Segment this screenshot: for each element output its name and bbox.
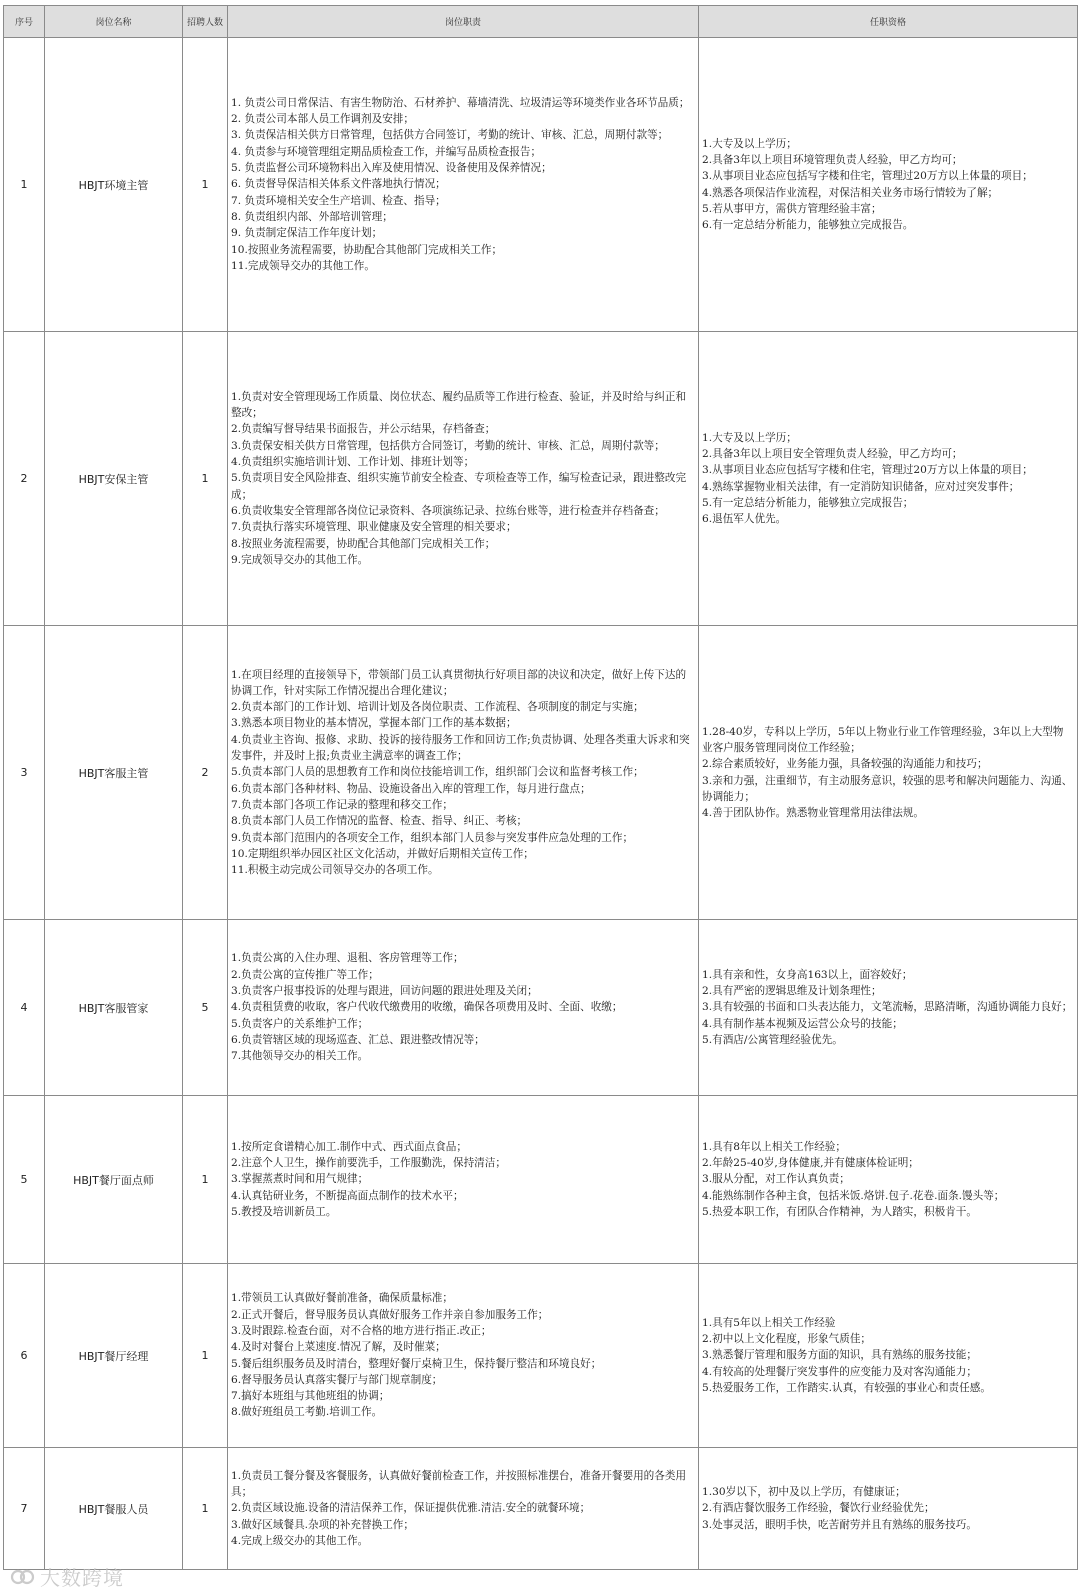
duty-item: 2.负责本部门的工作计划、培训计划及各岗位职责、工作流程、各项制度的制定与实施； — [231, 701, 644, 714]
duty-item: 4.完成上级交办的其他工作。 — [231, 1534, 369, 1547]
header-duties: 岗位职责 — [228, 6, 699, 38]
hire-count: 1 — [183, 38, 228, 332]
hire-count: 2 — [183, 626, 228, 920]
watermark-text: 大数跨境 — [40, 1566, 124, 1590]
hire-count: 5 — [183, 920, 228, 1096]
duty-item: 2.负责区域设施.设备的清洁保养工作，保证提供优雅.清洁.安全的就餐环境； — [231, 1502, 591, 1515]
duty-item: 11.完成领导交办的其他工作。 — [231, 259, 375, 272]
job-title: HBJT安保主管 — [45, 332, 183, 626]
duty-item: 3.负责客户报事投诉的处理与跟进，回访问题的跟进处理及关闭； — [231, 985, 538, 998]
requirement-item: 3.具有较强的书面和口头表达能力，文笔流畅，思路清晰，沟通协调能力良好； — [702, 1001, 1073, 1014]
requirement-item: 1.具有5年以上相关工作经验 — [702, 1316, 836, 1329]
header-no: 序号 — [4, 6, 45, 38]
row-no: 1 — [4, 38, 45, 332]
table-row — [4, 1096, 1078, 1264]
requirement-item: 5.有酒店/公寓管理经验优先。 — [702, 1033, 843, 1046]
watermark — [10, 1562, 124, 1591]
duty-item: 5.负责本部门人员的思想教育工作和岗位技能培训工作，组织部门会议和监督考核工作； — [231, 766, 644, 779]
requirements-cell — [699, 1448, 1078, 1570]
table-row — [4, 1448, 1078, 1570]
duty-item: 10.定期组织举办园区社区文化活动，并做好后期相关宣传工作； — [231, 847, 534, 860]
duties-cell — [228, 38, 699, 332]
duty-item: 6. 负责督导保洁相关体系文件落地执行情况； — [231, 178, 446, 191]
duty-item: 1. 负责公司日常保洁、有害生物防治、石材养护、幕墙清洗、垃圾清运等环境类作业各环节品质； — [231, 96, 690, 109]
duty-item: 10.按照业务流程需要，协助配合其他部门完成相关工作； — [231, 243, 503, 256]
table-row — [4, 332, 1078, 626]
row-no: 4 — [4, 920, 45, 1096]
row-no: 2 — [4, 332, 45, 626]
duty-item: 9. 负责制定保洁工作年度计划； — [231, 227, 383, 240]
requirement-item: 2.初中以上文化程度，形象气质佳； — [702, 1333, 872, 1346]
duty-item: 5.负责客户的关系维护工作； — [231, 1017, 369, 1030]
job-title: HBJT客服主管 — [45, 626, 183, 920]
duty-item: 7.负责执行落实环境管理、职业健康及安全管理的相关要求； — [231, 521, 517, 534]
requirement-item: 4.善于团队协作。熟悉物业管理常用法律法规。 — [702, 807, 924, 820]
duty-item: 3.负责保安相关供方日常管理，包括供方合同签订，考勤的统计、审核、汇总，周期付款等； — [231, 439, 665, 452]
duties-cell — [228, 920, 699, 1096]
requirement-item: 1.具有8年以上相关工作经验； — [702, 1140, 846, 1153]
hire-count: 1 — [183, 1096, 228, 1264]
header-title: 岗位名称 — [45, 6, 183, 38]
requirement-item: 3.从事项目业态应包括写字楼和住宅，管理过20万方以上体量的项目； — [702, 170, 1033, 183]
requirement-item: 3.熟悉餐厅管理和服务方面的知识，具有熟练的服务技能； — [702, 1349, 977, 1362]
hire-count: 1 — [183, 1448, 228, 1570]
duty-item: 5.餐后组织服务员及时清台，整理好餐厅桌椅卫生，保持餐厅整洁和环境良好； — [231, 1357, 602, 1370]
job-posting-table — [3, 5, 1078, 1570]
row-no: 3 — [4, 626, 45, 920]
header-requirements: 任职资格 — [699, 6, 1078, 38]
duty-item: 4. 负责参与环境管理组定期品质检查工作，并编写品质检查报告； — [231, 145, 542, 158]
duty-item: 8.负责本部门人员工作情况的监督、检查、指导、纠正、考核； — [231, 815, 528, 828]
duty-item: 6.督导服务员认真落实餐厅与部门规章制度； — [231, 1373, 443, 1386]
table-row — [4, 920, 1078, 1096]
requirement-item: 3.处事灵活，眼明手快，吃苦耐劳并且有熟练的服务技巧。 — [702, 1518, 977, 1531]
duty-item: 1.按所定食谱精心加工.制作中式、西式面点食品； — [231, 1140, 467, 1153]
table-row — [4, 1264, 1078, 1448]
requirement-item: 2.年龄25-40岁,身体健康,并有健康体检证明； — [702, 1157, 919, 1170]
table-row — [4, 38, 1078, 332]
job-title: HBJT客服管家 — [45, 920, 183, 1096]
requirement-item: 1.28-40岁，专科以上学历，5年以上物业行业工作管理经验，3年以上大型物业客户服务管理同岗位工作经验； — [702, 725, 1064, 754]
duty-item: 3.熟悉本项目物业的基本情况，掌握本部门工作的基本数据； — [231, 717, 517, 730]
duty-item: 6.负责收集安全管理部各岗位记录资料、各项演练记录、拉练台账等，进行检查并存档备查； — [231, 504, 665, 517]
requirement-item: 4.有较高的处理餐厅突发事件的应变能力及对客沟通能力； — [702, 1365, 977, 1378]
requirement-item: 3.亲和力强，注重细节，有主动服务意识，较强的思考和解决问题能力、沟通、协调能力； — [702, 774, 1073, 803]
requirement-item: 1.大专及以上学历； — [702, 137, 797, 150]
requirement-item: 6.退伍军人优先。 — [702, 513, 787, 526]
requirement-item: 4.能熟练制作各种主食，包括米饭.烙饼.包子.花卷.面条.馒头等； — [702, 1189, 1005, 1202]
duty-item: 4.及时对餐台上菜速度.情况了解，及时催菜； — [231, 1341, 446, 1354]
requirement-item: 5.热爱服务工作，工作踏实.认真，有较强的事业心和责任感。 — [702, 1381, 991, 1394]
duty-item: 4.认真钻研业务，不断提高面点制作的技术水平； — [231, 1189, 464, 1202]
duty-item: 7.其他领导交办的相关工作。 — [231, 1050, 369, 1063]
duty-item: 3.掌握蒸煮时间和用气规律； — [231, 1173, 369, 1186]
requirement-item: 5.有一定总结分析能力，能够独立完成报告； — [702, 496, 914, 509]
duty-item: 8.按照业务流程需要，协助配合其他部门完成相关工作； — [231, 537, 496, 550]
job-title: HBJT餐厅面点师 — [45, 1096, 183, 1264]
requirement-item: 5.热爱本职工作，有团队合作精神，为人踏实，积极肯干。 — [702, 1205, 977, 1218]
job-title: HBJT环境主管 — [45, 38, 183, 332]
duty-item: 1.负责对安全管理现场工作质量、岗位状态、履约品质等工作进行检查、验证，并及时给与纠正和整改； — [231, 390, 687, 420]
requirements-cell — [699, 38, 1078, 332]
requirement-item: 1.大专及以上学历； — [702, 431, 797, 444]
duty-item: 3. 负责保洁相关供方日常管理，包括供方合同签订，考勤的统计、审核、汇总，周期付款等； — [231, 129, 669, 142]
table-row — [4, 626, 1078, 920]
job-title: HBJT餐服人员 — [45, 1448, 183, 1570]
duty-item: 2.注意个人卫生，操作前要洗手，工作服勤洗，保持清洁； — [231, 1157, 506, 1170]
duty-item: 6.负责管辖区域的现场巡查、汇总、跟进整改情况等； — [231, 1033, 485, 1046]
requirement-item: 2.具备3年以上项目环境管理负责人经验，甲乙方均可； — [702, 153, 963, 166]
duty-item: 8. 负责组织内部、外部培训管理； — [231, 210, 393, 223]
header-count: 招聘人数 — [183, 6, 228, 38]
duties-cell — [228, 332, 699, 626]
header-row — [4, 6, 1078, 38]
duty-item: 9.负责本部门范围内的各项安全工作，组织本部门人员参与突发事件应急处理的工作； — [231, 831, 634, 844]
requirement-item: 4.熟练掌握物业相关法律，有一定消防知识储备，应对过突发事件； — [702, 480, 1020, 493]
requirement-item: 2.综合素质较好，业务能力强，具备较强的沟通能力和技巧； — [702, 758, 988, 771]
duty-item: 1.负责公寓的入住办理、退租、客房管理等工作； — [231, 952, 464, 965]
duty-item: 7.负责本部门各项工作记录的整理和移交工作； — [231, 798, 453, 811]
hire-count: 1 — [183, 1264, 228, 1448]
duty-item: 6.负责本部门各种材料、物品、设施设备出入库的管理工作，每月进行盘点； — [231, 782, 591, 795]
duty-item: 3.及时跟踪.检查台面，对不合格的地方进行指正.改正； — [231, 1324, 492, 1337]
requirement-item: 2.有酒店餐饮服务工作经验，餐饮行业经验优先； — [702, 1502, 935, 1515]
duty-item: 7.搞好本班组与其他班组的协调； — [231, 1390, 390, 1403]
duties-cell — [228, 1096, 699, 1264]
requirements-cell — [699, 626, 1078, 920]
duties-cell — [228, 1264, 699, 1448]
requirement-item: 2.具备3年以上项目安全管理负责人经验，甲乙方均可； — [702, 447, 963, 460]
duty-item: 5.教授及培训新员工。 — [231, 1205, 337, 1218]
duty-item: 3.做好区域餐具.杂项的补充替换工作； — [231, 1518, 414, 1531]
logo-mark-icon — [10, 1566, 36, 1588]
duties-cell — [228, 626, 699, 920]
requirement-item: 1.30岁以下，初中及以上学历，有健康证； — [702, 1486, 906, 1499]
duty-item: 2.正式开餐后，督导服务员认真做好服务工作并亲自参加服务工作； — [231, 1308, 549, 1321]
duty-item: 4.负责业主咨询、报修、求助、投诉的接待服务工作和回访工作;负责协调、处理各类重大诉求和突发事件，并及时上报;负责业主满意率的调查工作； — [231, 733, 690, 763]
duty-item: 4.负责租赁费的收取，客户代收代缴费用的收缴，确保各项费用及时、全面、收缴； — [231, 1001, 623, 1014]
duty-item: 7. 负责环境相关安全生产培训、检查、指导； — [231, 194, 446, 207]
hire-count: 1 — [183, 332, 228, 626]
duty-item: 2. 负责公司本部人员工作调剂及安排； — [231, 113, 414, 126]
requirement-item: 3.服从分配，对工作认真负责； — [702, 1173, 850, 1186]
row-no: 5 — [4, 1096, 45, 1264]
duty-item: 11.积极主动完成公司领导交办的各项工作。 — [231, 864, 439, 877]
requirement-item: 3.从事项目业态应包括写字楼和住宅，管理过20万方以上体量的项目； — [702, 464, 1033, 477]
duty-item: 1.带领员工认真做好餐前准备，确保质量标准； — [231, 1292, 453, 1305]
requirement-item: 5.若从事甲方，需供方管理经验丰富； — [702, 202, 882, 215]
duty-item: 5. 负责监督公司环境物料出入库及使用情况、设备使用及保养情况； — [231, 162, 552, 175]
duty-item: 2.负责编写督导结果书面报告，并公示结果，存档备查； — [231, 423, 496, 436]
duty-item: 1.负责员工餐分餐及客餐服务，认真做好餐前检查工作，并按照标准摆台，准备开餐要用的各类用具； — [231, 1469, 687, 1499]
duty-item: 9.完成领导交办的其他工作。 — [231, 553, 369, 566]
duty-item: 8.做好班组员工考勤.培训工作。 — [231, 1406, 383, 1419]
row-no: 7 — [4, 1448, 45, 1570]
requirement-item: 1.具有亲和性，女身高163以上，面容姣好； — [702, 968, 913, 981]
requirement-item: 4.具有制作基本视频及运营公众号的技能； — [702, 1017, 903, 1030]
requirement-item: 2.具有严密的逻辑思维及计划条理性； — [702, 985, 882, 998]
row-no: 6 — [4, 1264, 45, 1448]
duty-item: 2.负责公寓的宣传推广等工作； — [231, 968, 379, 981]
duty-item: 4.负责组织实施培训计划、工作计划、排班计划等； — [231, 456, 475, 469]
requirement-item: 4.熟悉各项保洁作业流程，对保洁相关业务市场行情较为了解； — [702, 186, 999, 199]
duties-cell — [228, 1448, 699, 1570]
job-title: HBJT餐厅经理 — [45, 1264, 183, 1448]
requirements-cell — [699, 332, 1078, 626]
requirements-cell — [699, 1096, 1078, 1264]
duty-item: 1.在项目经理的直接领导下，带领部门员工认真贯彻执行好项目部的决议和决定，做好上传下达的协调工作，针对实际工作情况提出合理化建议； — [231, 668, 687, 697]
requirements-cell — [699, 920, 1078, 1096]
duty-item: 5.负责项目安全风险排查、组织实施节前安全检查、专项检查等工作，编写检查记录，跟进整改完成； — [231, 472, 687, 501]
requirements-cell — [699, 1264, 1078, 1448]
requirement-item: 6.有一定总结分析能力，能够独立完成报告。 — [702, 219, 914, 232]
